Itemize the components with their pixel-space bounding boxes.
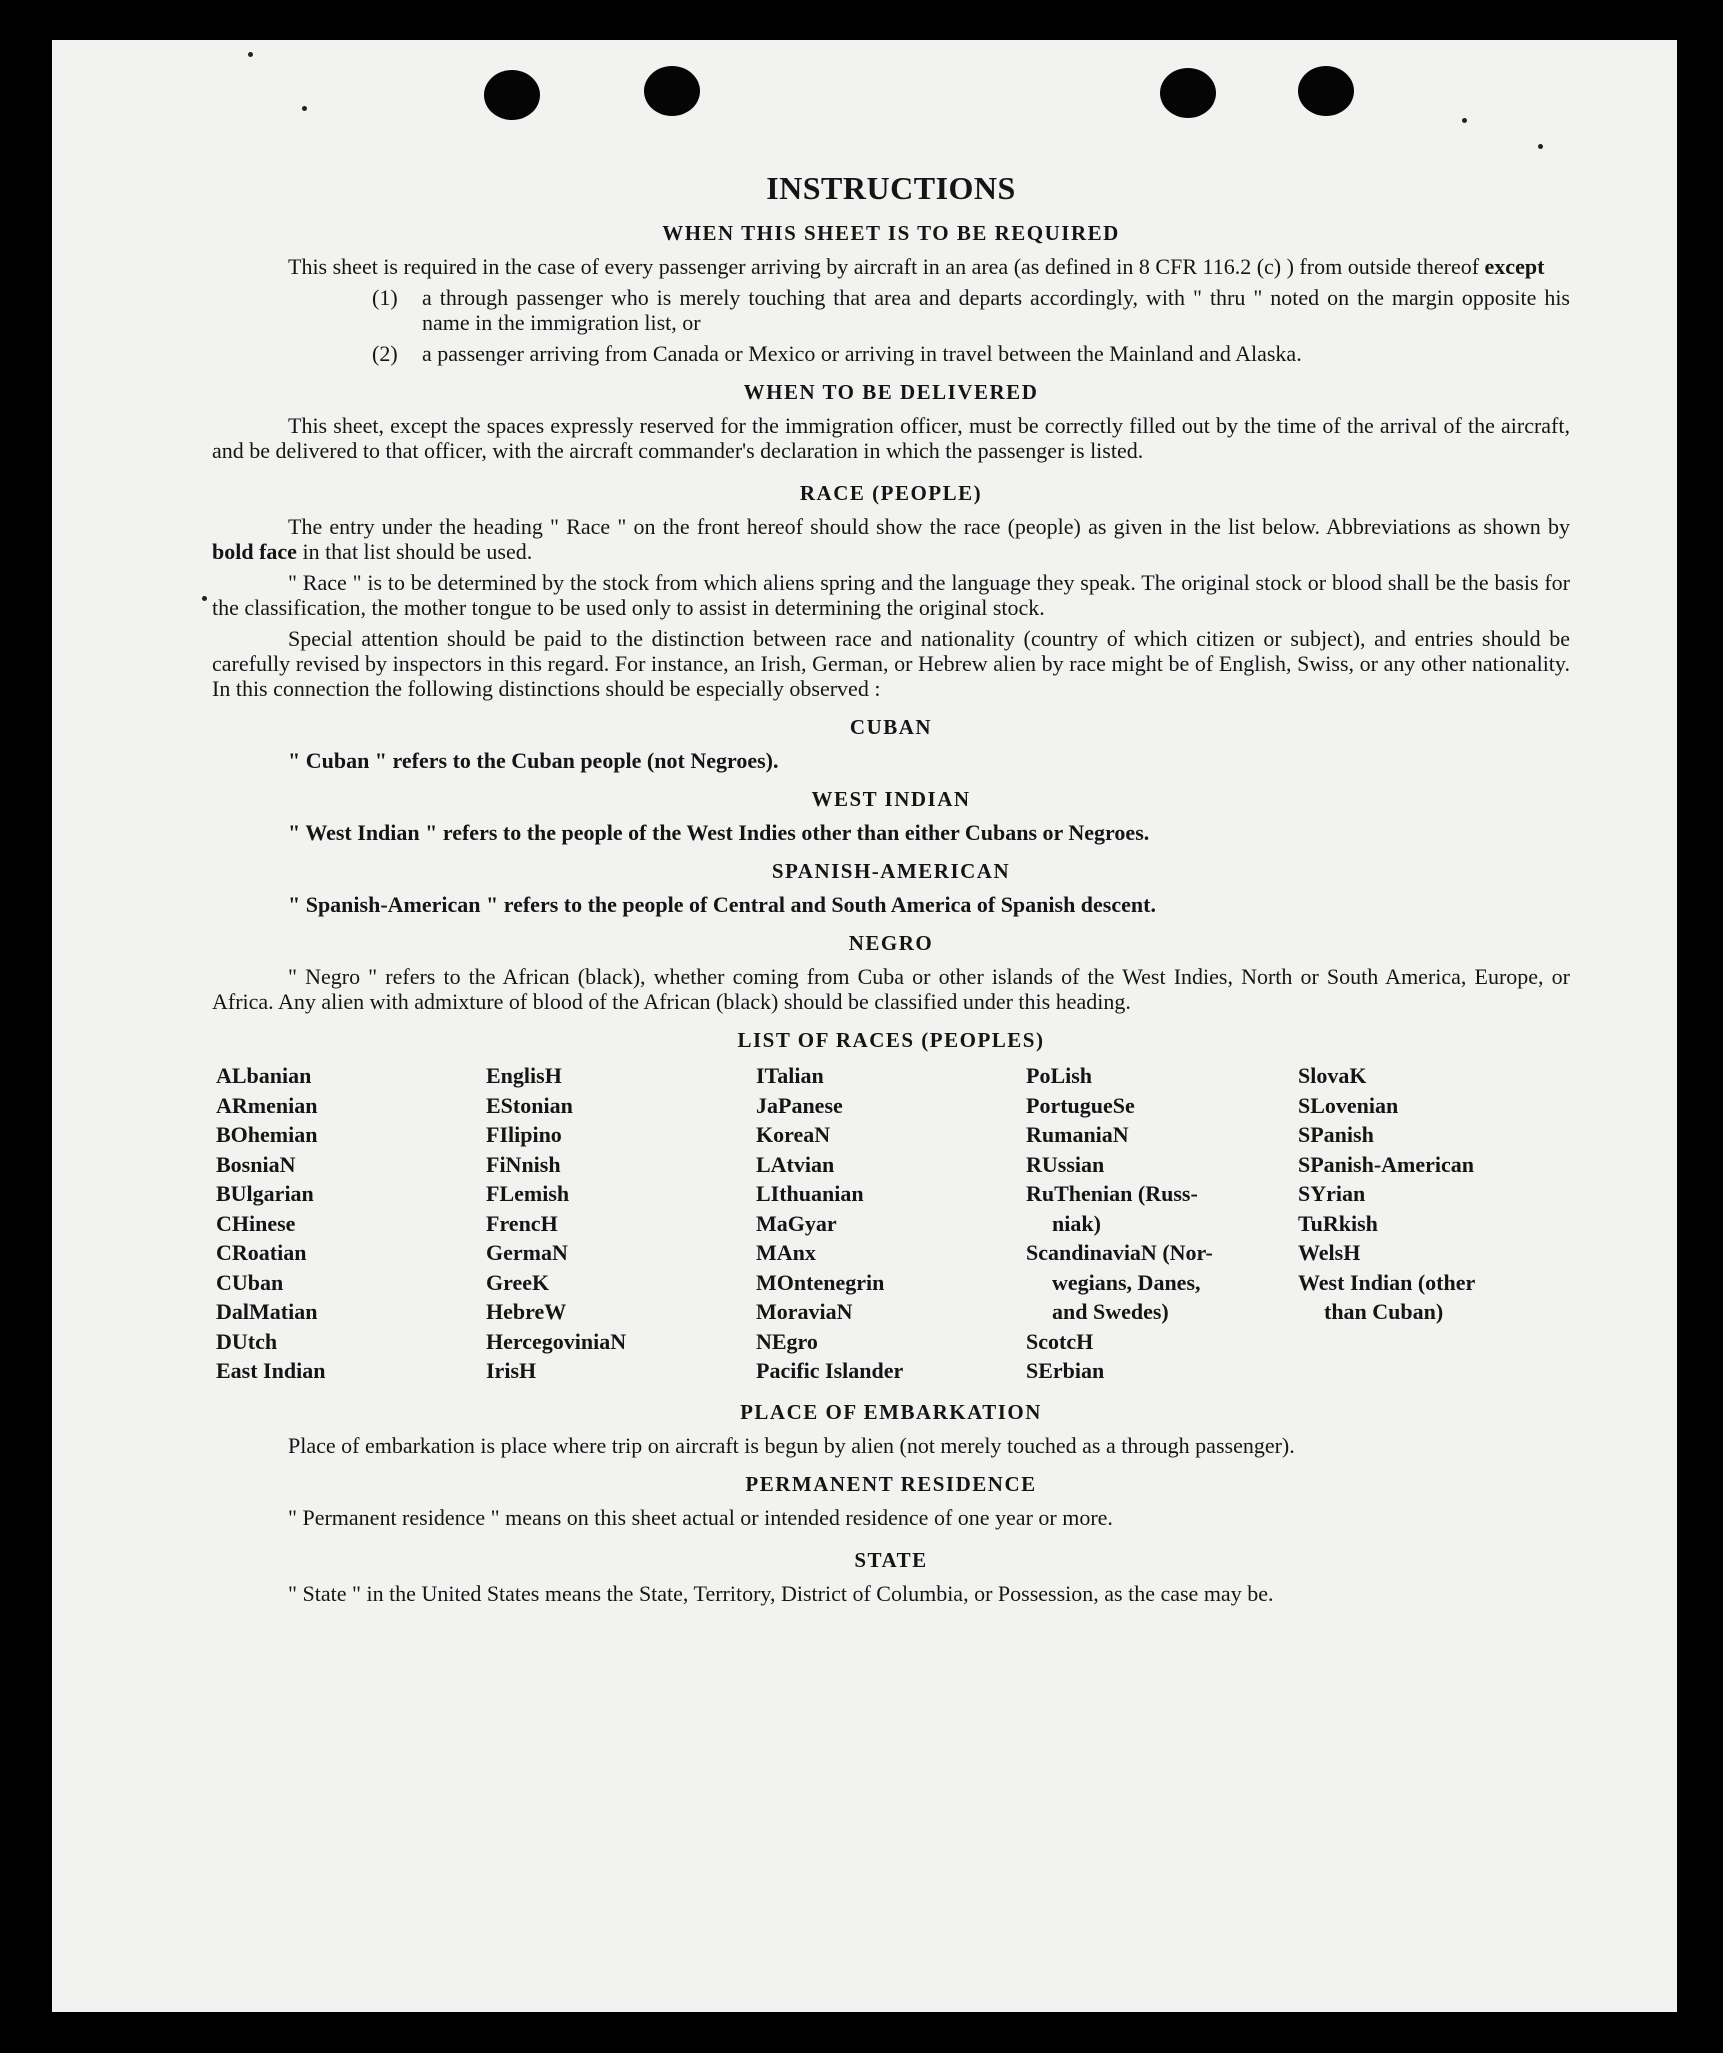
race-entry: MaGyar	[756, 1210, 837, 1236]
race-entry: HebreW	[486, 1299, 567, 1324]
race-entry: NEgro	[756, 1328, 818, 1354]
race-entry: GreeK	[486, 1269, 550, 1295]
speck	[302, 106, 307, 111]
speck	[202, 596, 207, 601]
race-entry: Pacific Islander	[756, 1358, 904, 1383]
race-entry: ALbanian	[216, 1063, 312, 1088]
race-entry: SLovenian	[1298, 1092, 1399, 1118]
race-entry: CRoatian	[216, 1240, 307, 1265]
race-entry: ScotcH	[1026, 1328, 1094, 1354]
race-entry: PoLish	[1026, 1063, 1093, 1088]
state-text: " State " in the United States means the State, Territory, District of Columbia, or Possession, as the case may be.	[288, 1580, 1274, 1606]
heading-cuban: CUBAN	[849, 715, 933, 739]
race-entry: and Swedes)	[1052, 1299, 1169, 1324]
heading-embarkation: PLACE OF EMBARKATION	[740, 1399, 1042, 1424]
race-entry: JaPanese	[756, 1092, 843, 1118]
race-entry: KoreaN	[756, 1122, 831, 1147]
race-entry: ITalian	[756, 1063, 824, 1088]
heading-spanish-american: SPANISH-AMERICAN	[771, 859, 1011, 883]
race-entry: CUban	[216, 1269, 284, 1295]
punch-hole	[484, 70, 540, 120]
race-entry: ScandinaviaN (Nor-	[1026, 1240, 1213, 1265]
required-intro-text: This sheet is required in the case of every passenger arriving by aircraft in an area (as defined in 8 CFR 116.2 (c) ) from outside thereof	[288, 254, 1480, 279]
race-entry: DalMatian	[216, 1299, 318, 1324]
race-entry: LIthuanian	[756, 1181, 864, 1206]
race-entry: SPanish-American	[1298, 1151, 1474, 1177]
heading-negro: NEGRO	[848, 931, 934, 955]
exception-number: (1)	[372, 285, 398, 310]
race-entry: IrisH	[486, 1358, 537, 1383]
race-column	[486, 1061, 756, 1386]
race-list	[216, 1061, 1570, 1386]
race-entry: MOntenegrin	[756, 1269, 885, 1295]
race-entry: RuThenian (Russ-	[1026, 1181, 1198, 1206]
embarkation-text: Place of embarkation is place where trip on aircraft is begun by alien (not merely touched as a through passenger).	[288, 1432, 1295, 1458]
race-entry: MoraviaN	[756, 1299, 853, 1324]
delivered-text: This sheet, except the spaces expressly reserved for the immigration officer, must be correctly filled out by the time of the arrival of the aircraft, and be delivered to that officer, with the aircraft commander's declaration in which the passenger is listed.	[212, 413, 1570, 463]
race-paragraph-1	[212, 514, 1570, 564]
race-entry: FLemish	[486, 1181, 570, 1206]
race-p1-bold: bold face	[212, 539, 297, 564]
heading-list-of-races: LIST OF RACES (PEOPLES)	[737, 1028, 1045, 1052]
spanish-american-definition: " Spanish-American " refers to the people of Central and South America of Spanish descent.	[288, 892, 1156, 917]
race-entry: LAtvian	[756, 1151, 835, 1177]
heading-state: STATE	[854, 1547, 928, 1572]
speck	[1462, 118, 1467, 123]
race-entry: DUtch	[216, 1328, 278, 1354]
exception-item	[372, 285, 1570, 335]
race-column	[1298, 1061, 1588, 1386]
race-entry: RUssian	[1026, 1151, 1105, 1177]
exception-number: (2)	[372, 341, 398, 366]
negro-definition: " Negro " refers to the African (black), whether coming from Cuba or other islands of the West Indies, North or South America, Europe, or Africa. Any alien with admixture of blood of the African (black) should be classified under this heading.	[212, 964, 1570, 1014]
race-entry: BUlgarian	[216, 1181, 314, 1206]
race-entry: GermaN	[486, 1240, 568, 1265]
race-entry: TuRkish	[1298, 1210, 1378, 1236]
race-entry: FiNnish	[486, 1151, 561, 1177]
exception-text: a passenger arriving from Canada or Mexico or arriving in travel between the Mainland and Alaska.	[422, 341, 1302, 366]
race-entry: HercegoviniaN	[486, 1328, 627, 1354]
heading-race: RACE (PEOPLE)	[799, 481, 983, 505]
required-intro-bold: except	[1484, 254, 1545, 279]
race-entry: wegians, Danes,	[1052, 1269, 1201, 1295]
race-column	[216, 1061, 486, 1386]
race-entry: RumaniaN	[1026, 1122, 1129, 1147]
race-entry: BOhemian	[216, 1122, 318, 1147]
page-title: INSTRUCTIONS	[766, 170, 1016, 206]
heading-delivered: WHEN TO BE DELIVERED	[743, 380, 1039, 404]
race-entry: niak)	[1052, 1210, 1101, 1236]
race-entry: SYrian	[1298, 1181, 1366, 1206]
race-entry: SPanish	[1298, 1122, 1374, 1147]
race-paragraph-3: Special attention should be paid to the distinction between race and nationality (country of which citizen or subject), and entries should be carefully revised by inspectors in this regard. For instance, an Irish, German, or Hebrew alien by race might be of English, Swiss, or any other nationality. In this connection the following distinctions should be especially observed :	[212, 626, 1570, 701]
race-p1-start: The entry under the heading " Race " on the front hereof should show the race (people) as given in the list below. Abbreviations as shown by	[288, 514, 1570, 539]
race-entry: EStonian	[486, 1092, 573, 1118]
exception-text: a through passenger who is merely touching that area and departs accordingly, with " thru " noted on the margin opposite his name in the immigration list, or	[422, 285, 1570, 335]
race-paragraph-2: " Race " is to be determined by the stock from which aliens spring and the language they speak. The original stock or blood shall be the basis for the classification, the mother tongue to be used only to assist in determining the original stock.	[212, 570, 1570, 620]
race-entry: EnglisH	[486, 1063, 562, 1088]
race-entry: ARmenian	[216, 1092, 318, 1118]
punch-hole	[1298, 66, 1354, 116]
race-entry: than Cuban)	[1324, 1299, 1444, 1324]
speck	[248, 52, 253, 57]
punch-hole	[644, 66, 700, 116]
race-entry: MAnx	[756, 1240, 816, 1265]
heading-required: WHEN THIS SHEET IS TO BE REQUIRED	[662, 221, 1120, 245]
exception-item	[372, 341, 1570, 366]
heading-residence: PERMANENT RESIDENCE	[745, 1471, 1037, 1496]
race-entry: CHinese	[216, 1210, 296, 1236]
race-entry: East Indian	[216, 1358, 326, 1383]
document-sheet	[52, 40, 1677, 2012]
residence-text: " Permanent residence " means on this sheet actual or intended residence of one year or more.	[288, 1504, 1113, 1530]
required-intro	[212, 254, 1570, 279]
race-p1-end: in that list should be used.	[302, 539, 533, 564]
cuban-definition: " Cuban " refers to the Cuban people (not Negroes).	[288, 748, 779, 773]
race-column	[756, 1061, 1026, 1386]
race-entry: FIlipino	[486, 1122, 562, 1147]
race-entry: PortugueSe	[1026, 1092, 1135, 1118]
exception-list	[372, 285, 1570, 366]
race-entry: West Indian (other	[1298, 1269, 1476, 1295]
heading-west-indian: WEST INDIAN	[811, 787, 971, 811]
race-entry: SErbian	[1026, 1358, 1105, 1383]
race-entry: WelsH	[1298, 1240, 1361, 1265]
instructions-body	[212, 130, 1570, 1612]
race-column	[1026, 1061, 1298, 1386]
race-entry: SlovaK	[1298, 1063, 1367, 1088]
west-indian-definition: " West Indian " refers to the people of the West Indies other than either Cubans or Negroes.	[288, 820, 1150, 845]
punch-hole	[1160, 68, 1216, 118]
race-entry: BosniaN	[216, 1151, 296, 1177]
race-entry: FrencH	[486, 1210, 558, 1236]
